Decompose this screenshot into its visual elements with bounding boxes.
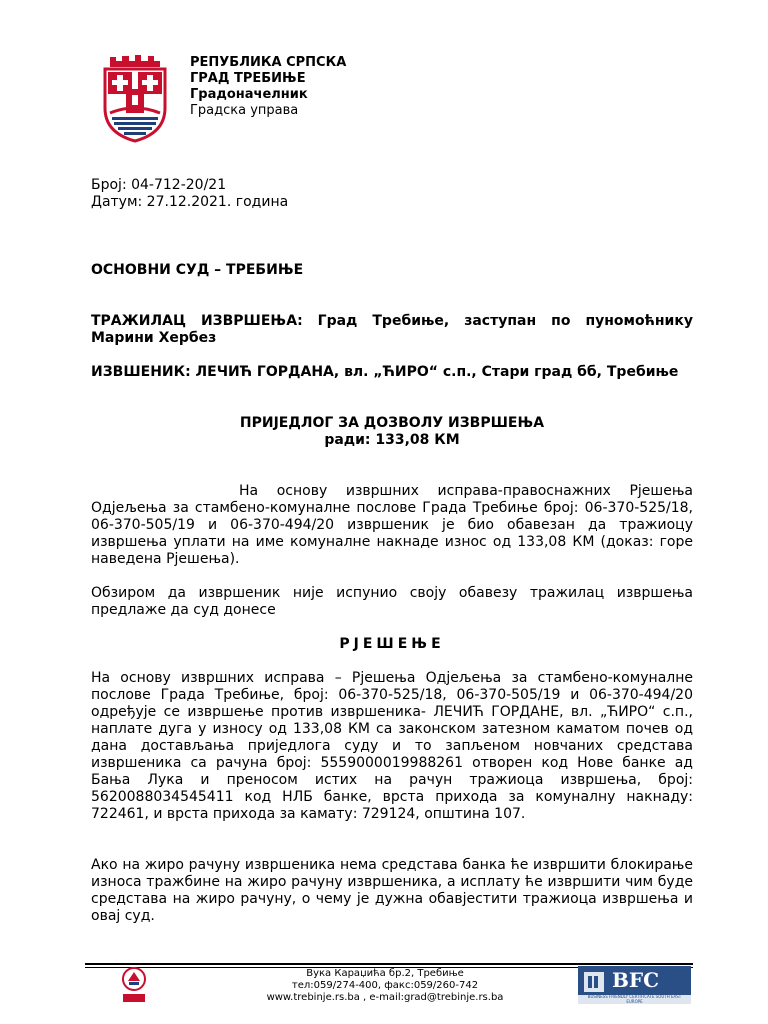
- footer-contact: [200, 968, 570, 1004]
- paragraph-request: Обзиром да извршеник није испунио своју обавезу тражилац извршења предлаже да суд донесе: [91, 585, 693, 618]
- ruling-heading: РЈЕШЕЊЕ: [339, 636, 445, 652]
- footer-web[interactable]: www.trebinje.rs.ba , e-mail:grad@trebinje.rs.ba: [266, 992, 504, 1003]
- paragraph-bank-instruction: Ако на жиро рачуну извршеника нема средстава банка ће извршити блокирање износа тражбине на жиро рачуну извршеника, а исплату ће извршити чим буде средстава на жиро рачуну, о чему је дужна обавјестити тражиоца извршења и овај суд.: [91, 857, 693, 924]
- court-name: ОСНОВНИ СУД – ТРЕБИЊЕ: [91, 262, 304, 278]
- paragraph-ruling: На основу извршних исправа – Рјешења Одјељења за стамбено-комуналне послове Града Требиње, број: 06-370-525/18, 06-370-505/19 и 06-370-494/20 одређује се извршење против извршеника- ЛЕЧИЋ ГОРДАНЕ, вл. „ЋИРО“ с.п., наплате дуга у износу од 133,08 КМ са законском затезном каматом почев од дана достављања приједлога суду и то запљеном новчаних средстава извршеника са рачуна број: 5559000019988261 отворен код Нове банке ад Бања Лука и преносом истих на рачун тражиоца извршења, број: 5620088034545411 код НЛБ банке, врста прихода за комуналну накнаду: 722461, и врста прихода за камату: 729124, општина 107.: [91, 670, 693, 822]
- footer-phone: тел:059/274-400, факс:059/260-742: [291, 980, 479, 991]
- header-city: ГРАД ТРЕБИЊЕ: [190, 71, 306, 86]
- proposal-amount: ради: 133,08 КМ: [324, 432, 460, 448]
- header-mayor: Градоначелник: [190, 87, 308, 102]
- issuer-header: [190, 55, 346, 119]
- certification-seal-icon: [119, 966, 149, 1004]
- creditor-line: ТРАЖИЛАЦ ИЗВРШЕЊА: Град Требиње, заступан по пуномоћнику Марини Хербез: [91, 313, 693, 346]
- document-date: Датум: 27.12.2021. година: [91, 194, 289, 210]
- trebinje-crest-logo: [102, 53, 168, 143]
- footer-address: Вука Караџића бр.2, Требиње: [306, 968, 464, 979]
- header-administration: Градска управа: [190, 103, 299, 118]
- bfc-logo-subtext: BUSINESS FRIENDLY CERTIFICATE SOUTH EAST EUROPE: [587, 994, 682, 1004]
- document-meta: [91, 177, 288, 211]
- bfc-logo: [578, 966, 691, 1004]
- bfc-logo-text: BFC: [612, 968, 660, 992]
- debtor-line: ИЗВШЕНИК: ЛЕЧИЋ ГОРДАНА, вл. „ЋИРО“ с.п., Стари град бб, Требиње: [91, 364, 679, 380]
- proposal-title: ПРИЈЕДЛОГ ЗА ДОЗВОЛУ ИЗВРШЕЊА: [239, 415, 545, 431]
- footer-rule-thick: [85, 963, 693, 965]
- proposal-heading: [91, 415, 693, 449]
- document-number: Број: 04-712-20/21: [91, 177, 227, 193]
- paragraph-basis: На основу извршних исправа-правоснажних Рјешења Одјељења за стамбено-комуналне послове Града Требиње број: 06-370-525/18, 06-370-505/19 и 06-370-494/20 извршеник је био обавезан да тражиоцу извршења уплати на име комуналне накнаде износ од 133,08 КМ (доказ: горе наведена Рјешења).: [91, 483, 693, 567]
- header-republic: РЕПУБЛИКА СРПСКА: [190, 55, 347, 70]
